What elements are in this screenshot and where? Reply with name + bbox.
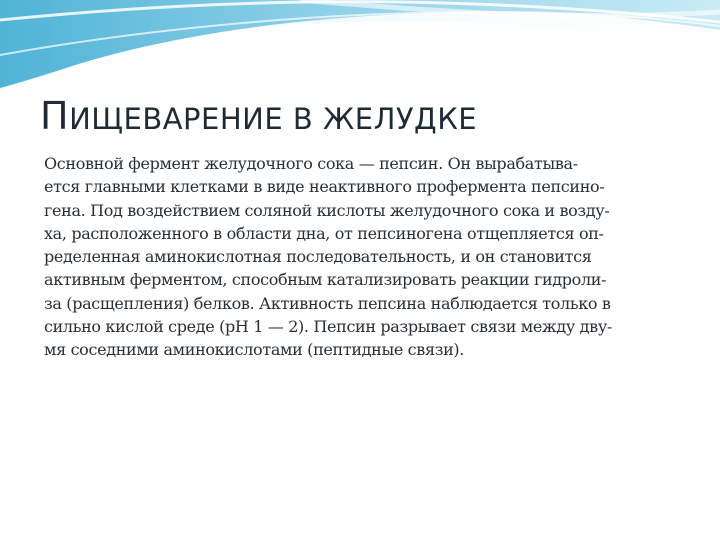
body-line: за (расщепления) белков. Активность пепсина наблюдается только в [44, 293, 611, 313]
title-first-letter: П [40, 94, 70, 138]
body-line: Основной фермент желудочного сока — пепсин. Он вырабатыва- [44, 154, 578, 173]
slide-title [40, 96, 477, 140]
body-line: мя соседними аминокислотами (пептидные связи). [44, 340, 465, 360]
body-line: сильно кислой среде (pH 1 — 2). Пепсин разрывает связи между дву- [44, 317, 612, 337]
body-line: активным ферментом, способным катализировать реакции гидроли- [44, 270, 607, 290]
body-line: гена. Под воздействием соляной кислоты желудочного сока и возду- [44, 200, 610, 220]
body-paragraph [44, 152, 680, 362]
body-line: ределенная аминокислотная последовательность, и он становится [44, 247, 592, 267]
title-rest: ИЩЕВАРЕНИЕ В ЖЕЛУДКЕ [69, 102, 478, 136]
wave-header-decoration [0, 0, 720, 100]
body-line: ха, расположенного в области дна, от пепсиногена отщепляется оп- [44, 223, 604, 243]
body-line: ется главными клетками в виде неактивного профермента пепсино- [44, 177, 605, 197]
